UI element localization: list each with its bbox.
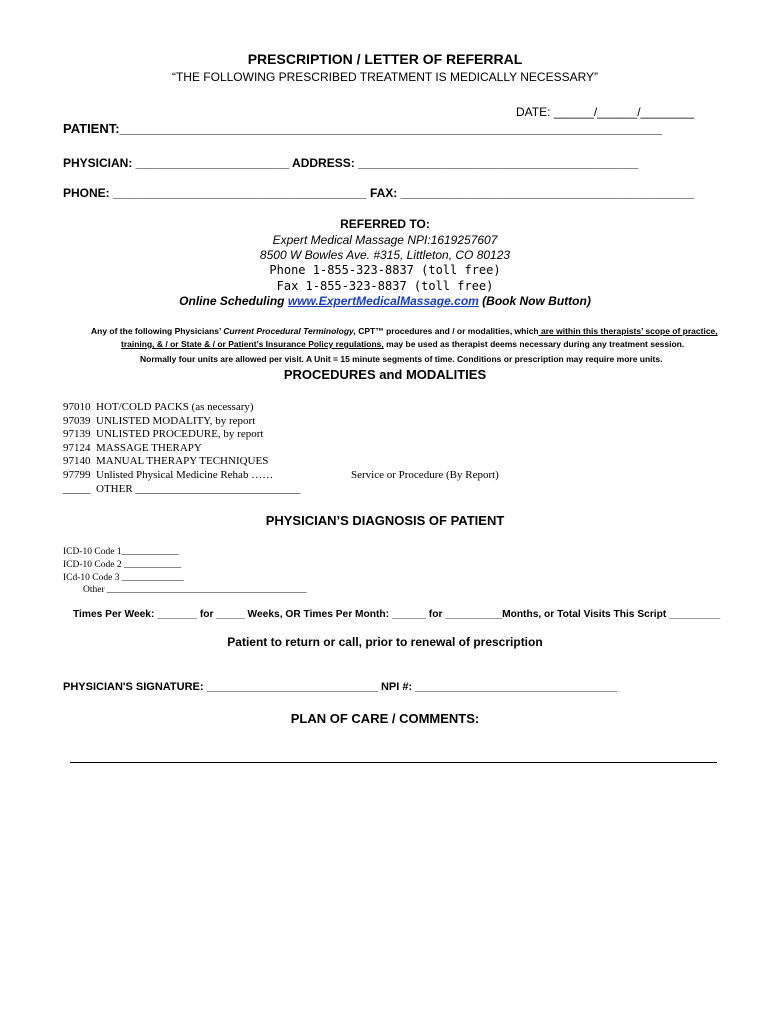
frequency-field[interactable]: Times Per Week: _______ for _____ Weeks, OR Times Per Month: ______ for __________Months, or Total Visits This Script _________ bbox=[73, 609, 721, 620]
procedure-desc: MASSAGE THERAPY bbox=[96, 441, 202, 454]
notice-text: CPT™ procedures and / or modalities, which bbox=[358, 326, 539, 336]
notice-text: may be used as therapist deems necessary during any treatment session. bbox=[383, 339, 685, 349]
notice-regulations: training, & / or State & / or Patient’s Insurance Policy regulations, bbox=[121, 339, 384, 349]
phone-fax-field[interactable]: PHONE: ______________________________________ FAX: ____________________________________________ bbox=[63, 186, 695, 200]
notice-cpt-term: Current Procedural Terminology, bbox=[223, 326, 356, 336]
procedure-desc: UNLISTED MODALITY, by report bbox=[96, 414, 256, 427]
scheduling-prefix: Online Scheduling bbox=[179, 294, 285, 308]
procedure-item[interactable] bbox=[63, 428, 300, 442]
online-scheduling bbox=[0, 294, 770, 308]
return-note: Patient to return or call, prior to renewal of prescription bbox=[227, 635, 543, 649]
referral-address: 8500 W Bowles Ave. #315, Littleton, CO 80123 bbox=[259, 248, 511, 262]
procedure-code: _____ bbox=[63, 482, 91, 495]
notice-text: Any of the following Physicians’ bbox=[91, 326, 221, 336]
notice-line-2 bbox=[121, 339, 684, 349]
procedure-desc: UNLISTED PROCEDURE, by report bbox=[96, 428, 264, 441]
procedure-code: 97124 bbox=[63, 441, 91, 454]
notice-line-1 bbox=[91, 326, 718, 336]
procedure-desc: OTHER ______________________________ bbox=[96, 482, 301, 495]
icd-code-3-field[interactable]: ICd-10 Code 3 _____________ bbox=[63, 572, 184, 583]
notice-scope: are within this therapists’ scope of practice, bbox=[538, 326, 718, 336]
referral-fax: Fax 1-855-323-8837 (toll free) bbox=[276, 279, 494, 293]
procedures-heading: PROCEDURES and MODALITIES bbox=[283, 367, 487, 382]
procedure-desc: Unlisted Physical Medicine Rehab …… bbox=[96, 468, 274, 481]
other-diagnosis-field[interactable]: Other __________________________________________ bbox=[83, 585, 307, 596]
form-title: PRESCRIPTION / LETTER OF REFERRAL bbox=[247, 51, 523, 67]
procedure-code: 97799 bbox=[63, 468, 91, 481]
scheduling-suffix: (Book Now Button) bbox=[482, 294, 591, 308]
procedure-desc: MANUAL THERAPY TECHNIQUES bbox=[96, 455, 269, 468]
procedure-list bbox=[63, 401, 300, 496]
procedure-code: 97039 bbox=[63, 414, 91, 427]
diagnosis-heading: PHYSICIAN’S DIAGNOSIS OF PATIENT bbox=[265, 513, 505, 528]
procedure-code: 97010 bbox=[63, 401, 91, 413]
icd-code-1-field[interactable]: ICD-10 Code 1____________ bbox=[63, 547, 179, 557]
procedure-code: 97140 bbox=[63, 455, 91, 468]
plan-comments-line[interactable] bbox=[70, 762, 717, 763]
date-field[interactable]: DATE: ______/______/________ bbox=[516, 105, 694, 119]
procedure-item[interactable] bbox=[63, 469, 300, 483]
referral-phone: Phone 1-855-323-8837 (toll free) bbox=[269, 263, 501, 277]
physician-address-field[interactable]: PHYSICIAN: _______________________ ADDRESS: __________________________________________ bbox=[63, 156, 639, 170]
service-note: Service or Procedure (By Report) bbox=[351, 469, 499, 481]
procedure-item[interactable] bbox=[63, 455, 300, 469]
scheduling-link[interactable]: www.ExpertMedicalMassage.com bbox=[287, 294, 479, 308]
referred-to-label: REFERRED TO: bbox=[340, 217, 430, 231]
notice-line-3: Normally four units are allowed per visit. A Unit = 15 minute segments of time. Conditions or prescription may require more units. bbox=[140, 354, 663, 364]
patient-field[interactable]: PATIENT:___________________________________________________________________________ bbox=[63, 121, 662, 136]
procedure-item[interactable] bbox=[63, 401, 300, 415]
procedure-item-other[interactable] bbox=[63, 483, 300, 497]
plan-heading: PLAN OF CARE / COMMENTS: bbox=[290, 711, 480, 726]
diagnosis-codes bbox=[63, 546, 307, 597]
referral-name-npi: Expert Medical Massage NPI:1619257607 bbox=[272, 233, 498, 247]
procedure-desc: HOT/COLD PACKS (as necessary) bbox=[96, 401, 254, 413]
procedure-code: 97139 bbox=[63, 428, 91, 441]
signature-field[interactable]: PHYSICIAN'S SIGNATURE: ____________________________ NPI #: _________________________________ bbox=[63, 681, 618, 693]
procedure-item[interactable] bbox=[63, 442, 300, 456]
procedure-item[interactable] bbox=[63, 415, 300, 429]
icd-code-2-field[interactable]: ICD-10 Code 2 ____________ bbox=[63, 559, 181, 570]
form-subtitle: “THE FOLLOWING PRESCRIBED TREATMENT IS MEDICALLY NECESSARY” bbox=[171, 70, 599, 84]
